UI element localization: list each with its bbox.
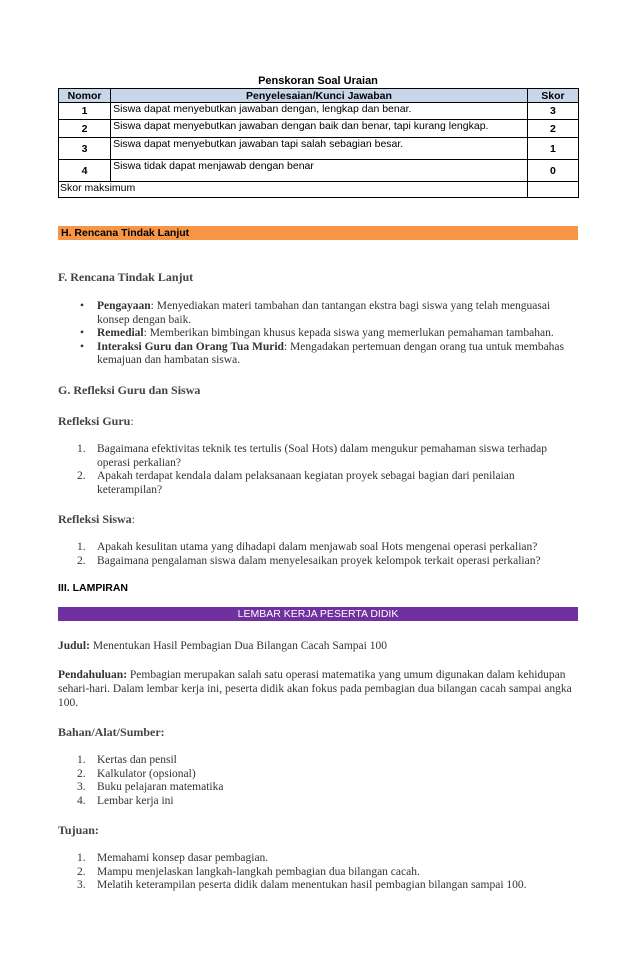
table-footer-row (59, 182, 579, 198)
list-marker: 1. (77, 541, 86, 553)
tujuan-list (58, 852, 578, 893)
row-score: 2 (527, 120, 578, 138)
row-number: 1 (59, 103, 111, 120)
list-marker: 1. (77, 443, 86, 455)
judul (58, 639, 578, 653)
colon: : (131, 512, 136, 526)
item-label: Interaksi Guru dan Orang Tua Murid (97, 340, 284, 353)
bahan-heading: Bahan/Alat/Sumber: (58, 725, 165, 739)
pendahuluan-text: Pembagian merupakan salah satu operasi matematika yang umum digunakan dalam kehidupan sehari-hari. Dalam lembar kerja ini, peserta didik akan fokus pada pembagian dua bilangan cacah sampai angka 100. (58, 669, 572, 709)
refleksi-siswa-list (58, 541, 578, 568)
item-text: Bagaimana efektivitas teknik tes tertulis (Soal Hots) dalam mengukur pemahaman siswa terhadap operasi perkalian? (97, 443, 547, 469)
item-text: : Menyediakan materi tambahan dan tantangan ekstra bagi siswa yang telah menguasai konsep dengan baik. (97, 300, 551, 326)
table-row (59, 160, 579, 182)
lampiran-heading: III. LAMPIRAN (58, 582, 128, 594)
score-table-title: Penskoran Soal Uraian (258, 75, 378, 87)
list-item (58, 768, 578, 782)
list-item (58, 541, 578, 555)
row-number: 3 (59, 138, 111, 160)
row-number: 4 (59, 160, 111, 182)
refleksi-siswa-text: Refleksi Siswa (58, 512, 132, 526)
table-header-row (59, 89, 579, 103)
table-row (59, 138, 579, 160)
row-number: 2 (59, 120, 111, 138)
item-text: Apakah kesulitan utama yang dihadapi dalam menjawab soal Hots mengenai operasi perkalian? (97, 541, 538, 553)
section-g-heading: G. Refleksi Guru dan Siswa (58, 383, 201, 397)
table-row (59, 103, 579, 120)
list-item (58, 443, 578, 470)
tujuan-heading: Tujuan: (58, 823, 99, 837)
score-table (58, 88, 579, 198)
header-nomor: Nomor (59, 89, 111, 103)
table-row (59, 120, 579, 138)
max-score-label: Skor maksimum (59, 182, 528, 198)
max-score-value (527, 182, 578, 198)
bullet-icon: • (80, 340, 85, 353)
item-text: Kertas dan pensil (97, 754, 177, 766)
item-text: Buku pelajaran matematika (97, 781, 224, 793)
list-marker: 4. (77, 794, 86, 807)
row-score: 3 (527, 103, 578, 120)
bullet-icon: • (80, 327, 85, 339)
list-marker: 2. (77, 767, 86, 780)
item-text: Mampu menjelaskan langkah-langkah pembagian dua bilangan cacah. (97, 865, 420, 878)
refleksi-guru-text: Refleksi Guru (58, 414, 131, 428)
item-text: : Memberikan bimbingan khusus kepada siswa yang memerlukan pemahaman tambahan. (143, 327, 554, 339)
row-answer: Siswa dapat menyebutkan jawaban dengan, lengkap dan benar. (111, 103, 528, 120)
list-item (58, 555, 578, 569)
list-item (58, 879, 578, 893)
list-item (58, 866, 578, 880)
list-marker: 2. (77, 865, 86, 878)
list-item (58, 327, 578, 341)
list-item (58, 470, 578, 497)
row-score: 0 (527, 160, 578, 182)
rtl-list (58, 300, 578, 368)
item-text: : Mengadakan pertemuan dengan orang tua untuk membahas kemajuan dan hambatan siswa. (97, 340, 564, 366)
row-answer: Siswa dapat menyebutkan jawaban tapi salah sebagian besar. (111, 138, 528, 160)
refleksi-guru-list (58, 443, 578, 497)
item-text: Bagaimana pengalaman siswa dalam menyelesaikan proyek kelompok terkait operasi perkalian? (97, 554, 541, 567)
pendahuluan-label: Pendahuluan: (58, 669, 128, 681)
refleksi-guru-label (58, 414, 134, 429)
list-item (58, 852, 578, 866)
colon: : (130, 414, 134, 428)
row-answer: Siswa dapat menyebutkan jawaban dengan baik dan benar, tapi kurang lengkap. (111, 120, 528, 138)
list-marker: 3. (77, 781, 86, 793)
list-marker: 2. (77, 470, 86, 482)
item-label: Remedial (97, 327, 144, 339)
item-text: Memahami konsep dasar pembagian. (97, 852, 269, 864)
list-marker: 2. (77, 554, 86, 567)
header-kunci: Penyelesaian/Kunci Jawaban (111, 89, 528, 103)
row-answer: Siswa tidak dapat menjawab dengan benar (111, 160, 528, 182)
refleksi-siswa-label (58, 512, 135, 527)
judul-text: Menentukan Hasil Pembagian Dua Bilangan Cacah Sampai 100 (89, 640, 387, 652)
list-marker: 1. (77, 754, 86, 766)
list-marker: 3. (77, 879, 86, 891)
item-text: Lembar kerja ini (97, 794, 174, 807)
item-text: Kalkulator (opsional) (97, 767, 196, 780)
list-item (58, 341, 578, 368)
item-label: Pengayaan (97, 300, 151, 312)
judul-label: Judul: (58, 640, 90, 652)
pendahuluan (58, 668, 578, 710)
row-score: 1 (527, 138, 578, 160)
list-item (58, 781, 578, 795)
list-item (58, 754, 578, 768)
lkpd-banner: LEMBAR KERJA PESERTA DIDIK (58, 607, 578, 621)
bullet-icon: • (80, 300, 85, 312)
section-h-banner: H. Rencana Tindak Lanjut (58, 226, 578, 240)
list-item (58, 795, 578, 809)
item-text: Melatih keterampilan peserta didik dalam menentukan hasil pembagian bilangan sampai 100. (97, 879, 527, 891)
item-text: Apakah terdapat kendala dalam pelaksanaan kegiatan proyek sebagai bagian dari penilaian keterampilan? (97, 470, 515, 496)
header-skor: Skor (527, 89, 578, 103)
list-item (58, 300, 578, 327)
bahan-list (58, 754, 578, 808)
list-marker: 1. (77, 852, 86, 864)
section-f-heading: F. Rencana Tindak Lanjut (58, 270, 194, 284)
